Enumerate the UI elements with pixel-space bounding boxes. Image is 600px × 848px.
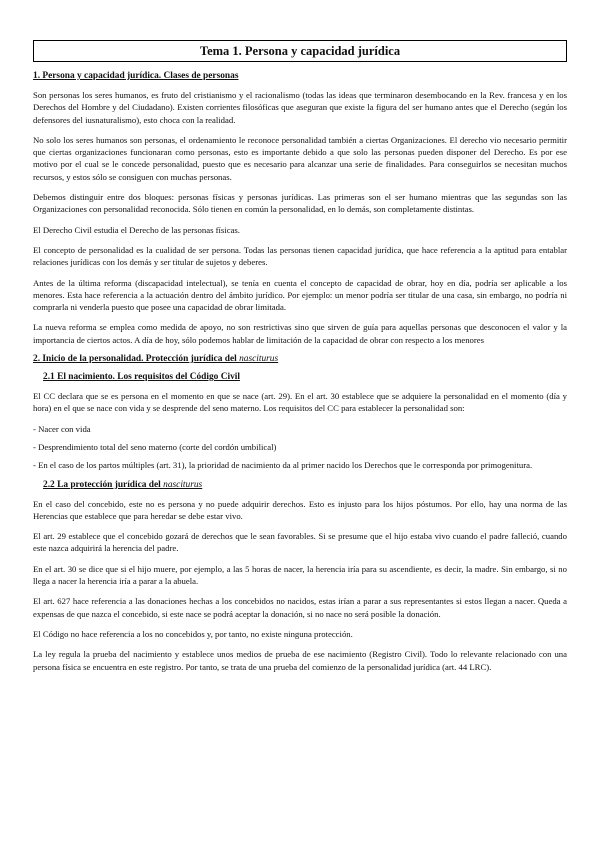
subsection-2-2-heading-text: 2.2 La protección jurídica del bbox=[43, 479, 164, 490]
subsection-2-1-heading: 2.1 El nacimiento. Los requisitos del Código Civil bbox=[43, 372, 240, 383]
subsection-2-2-paragraph-4: El art. 627 hace referencia a las donaciones hechas a los concebidos no nacidos, estas irían a parar a sus representantes si estos llegan a nacer. Queda a expensas de que nazca el concebido, si este nace se podrá aceptar la donación, si no nace no será posible la donación. bbox=[33, 596, 567, 619]
subsection-2-2-paragraph-1: En el caso del concebido, este no es persona y no puede adquirir derechos. Esto es injusto para los hijos póstumos. Por ello, hay una norma de las Herencias que establece que para heredar se debe estar vivo. bbox=[33, 498, 567, 521]
section-2-heading bbox=[33, 354, 567, 365]
section-1-paragraph-6: Antes de la última reforma (discapacidad intelectual), se tenía en cuenta el concepto de capacidad de obrar, hoy en día, podría ser aplicable a los menores. Esta hace referencia a la actuación dentro del ámbito jurídico. Por ejemplo: un menor podría ser titular de una casa, sin embargo, no podría ni comprarla ni venderla puesto que posee una capacidad de obrar limitada. bbox=[33, 277, 567, 313]
section-2-heading-italic: nasciturus bbox=[239, 354, 279, 365]
section-1-paragraph-1: Son personas los seres humanos, es fruto del cristianismo y el racionalismo (todas las ideas que terminaron desembocando en la Rev. francesa y en los Derechos del Hombre y del Ciudadano). Existen corrientes filosóficas que aseguran que existe la figura del ser humano antes que el Derecho (según los defensores del iusnaturalismo), esto choca con la realidad. bbox=[33, 90, 567, 125]
subsection-2-2-heading bbox=[43, 480, 567, 491]
section-1-paragraph-5: El concepto de personalidad es la cualidad de ser persona. Todas las personas tienen capacidad jurídica, que hace referencia a la aptitud para entablar relaciones jurídicas con los demás y ser titular de sujetos y deberes. bbox=[33, 244, 567, 268]
section-1-paragraph-7: La nueva reforma se emplea como medida de apoyo, no son restrictivas sino que sirven de guía para aquellas personas que desconocen el valor y la importancia de ciertos actos. A día de hoy, sólo podemos hablar de limitación de la capacidad de obrar con respecto a los menores bbox=[33, 322, 567, 345]
requirement-item-2: - Desprendimiento total del seno materno (corte del cordón umbilical) bbox=[33, 441, 277, 452]
document-page bbox=[33, 40, 567, 681]
subsection-2-2-paragraph-6: La ley regula la prueba del nacimiento y establece unos medios de prueba de ese nacimiento (Registro Civil). Todo lo relevante relacionado con una persona física se encuentra en este registro. Por tanto, se trata de una prueba del comienzo de la personalidad jurídica (art. 44 LRC). bbox=[33, 649, 567, 672]
document-title: Tema 1. Persona y capacidad jurídica bbox=[33, 40, 567, 62]
section-2-heading-text: 2. Inicio de la personalidad. Protección jurídica del bbox=[33, 354, 240, 365]
section-1-paragraph-2: No solo los seres humanos son personas, el ordenamiento le reconoce personalidad también a ciertas Organizaciones. El derecho vio necesario permitir que ciertas organizaciones funcionaran como personas, esto es importante debido a que solo las personas pueden disponer del Derecho. Es por ese motivo por el cual se le concede personalidad, puesto que es necesario para alcanzar una serie de finalidades. Para conseguirlos se necesitan muchos recursos, y estos sólo se consiguen con muchas personas. bbox=[33, 134, 567, 182]
subsection-2-2-paragraph-5: El Código no hace referencia a los no concebidos y, por tanto, no existe ninguna protección. bbox=[33, 628, 353, 639]
subsection-2-1-paragraph-1: El CC declara que se es persona en el momento en que se nace (art. 29). En el art. 30 establece que se adquiere la personalidad en el momento (día y hora) en el que se nace con vida y se desprende del seno materno. Los requisitos del CC para establecer la personalidad son: bbox=[33, 391, 567, 414]
requirement-item-3: - En el caso de los partos múltiples (art. 31), la prioridad de nacimiento da al primer nacido los Derechos que le corresponda por primogenitura. bbox=[33, 460, 533, 471]
section-1-paragraph-4: El Derecho Civil estudia el Derecho de las personas físicas. bbox=[33, 224, 240, 235]
requirement-item-1: - Nacer con vida bbox=[33, 423, 91, 434]
subsection-2-2-paragraph-2: El art. 29 establece que el concebido gozará de derechos que le sean favorables. Si se presume que el hijo estaba vivo cuando el padre falleció, cuando este nazca adquirirá la herencia del padre. bbox=[33, 531, 567, 554]
subsection-2-2-paragraph-3: En el art. 30 se dice que si el hijo muere, por ejemplo, a las 5 horas de nacer, la herencia iría para su ascendiente, es decir, la madre. Sin embargo, si no llega a nacer la herencia iría a parar a la abuela. bbox=[33, 563, 567, 587]
section-1-heading: 1. Persona y capacidad jurídica. Clases de personas bbox=[33, 71, 239, 81]
section-1-paragraph-3: Debemos distinguir entre dos bloques: personas físicas y personas jurídicas. Las primeras son el ser humano mientras que las segundas son las Organizaciones con personalidad reconocida. Sólo tienen en común la personalidad, en lo demás, son completamente distintas. bbox=[33, 192, 567, 215]
subsection-2-2-heading-italic: nasciturus bbox=[163, 479, 203, 490]
